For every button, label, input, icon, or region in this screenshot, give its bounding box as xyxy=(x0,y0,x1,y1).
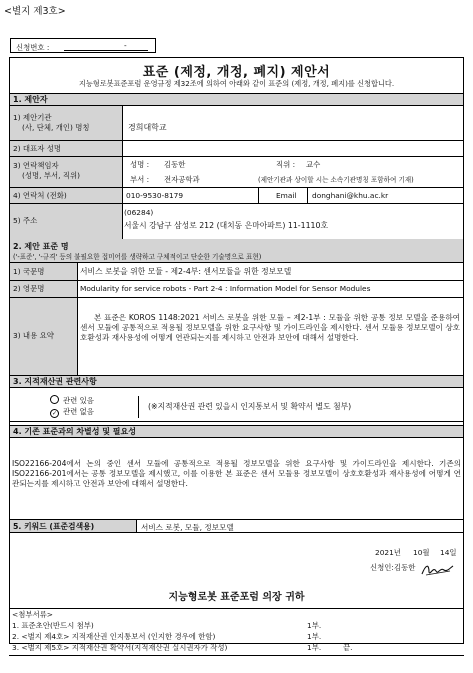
date-year[interactable]: 2021년 xyxy=(375,548,401,557)
section2-header: 2. 제안 표준 명 ('-표준', '-규격' 등의 불필요한 접미어를 생략하고 구체적이고 단순한 기술명으로 표현) xyxy=(10,239,463,263)
applicant-number-label: 신청번호 : xyxy=(16,43,50,52)
page-subtitle: 지능형로봇표준포럼 운영규정 제32조에 의하여 아래와 같이 표준의 (제정, 개정, 폐지)를 신청합니다. xyxy=(78,79,395,88)
attachment-qty: 1부. xyxy=(307,621,322,630)
ip-note: (※지적재산권 관련 있을시 인지통보서 및 확약서 별도 첨부) xyxy=(148,402,352,411)
keyword-label-cell: 5. 키워드 (표준검색용) xyxy=(10,519,136,533)
email-value[interactable]: donghani@khu.ac.kr xyxy=(312,191,389,200)
attachment-item: 1. 표준초안(반드시 첨부) xyxy=(12,621,94,630)
section4-header: 4. 기존 표준과의 차별성 및 필요성 xyxy=(10,425,463,438)
contact-position-label: 직위 : xyxy=(276,160,296,169)
org-value[interactable]: 경희대학교 xyxy=(128,123,167,132)
divider xyxy=(10,297,463,298)
handwritten-signature-icon xyxy=(420,562,454,578)
contact-note: (제안기관과 상이할 시는 소속기관명칭 포함하여 기재) xyxy=(258,176,414,184)
divider xyxy=(10,156,463,157)
divider xyxy=(10,187,463,188)
divider xyxy=(138,396,139,418)
contact-name-value[interactable]: 김동한 xyxy=(164,160,186,169)
differentiation-text[interactable]: ISO22166-204에서 논의 중인 센서 모듈에 공통적으로 적용될 정보모델을 위한 요구사항 및 가이드라인을 제시한다. 기존의 ISO22166-201에서는 공통 정보모델을 제시했고, 이를 이용한 본 표준은 센서 모듈용 정보모델이 상호호환성과 재사용성에 어떻게 연관되는지를 제시하고 안전과 보안에 대해서 설명한다. xyxy=(12,459,461,489)
attachment-qty: 1부. xyxy=(307,643,322,652)
contact-dept-label: 부서 : xyxy=(130,175,150,184)
address-label: 5) 주소 xyxy=(13,216,38,225)
divider xyxy=(307,187,308,203)
korean-name-value[interactable]: 서비스 로봇을 위한 모듈 - 제2-4부: 센서모듈을 위한 정보모델 xyxy=(80,267,292,276)
divider xyxy=(258,187,259,203)
page-title: 표준 (제정, 개정, 폐지) 제안서 xyxy=(142,65,331,80)
applicant-number-field[interactable] xyxy=(64,50,148,51)
english-name-value[interactable]: Modularity for service robots - Part 2-4 : Information Model for Sensor Modules xyxy=(80,284,371,293)
date-month[interactable]: 10월 xyxy=(413,548,430,557)
divider xyxy=(10,280,463,281)
applicant-number-box xyxy=(10,38,156,53)
org-label: 1) 제안기관 (사, 단체, 개인) 명칭 xyxy=(13,113,90,132)
form-number-tag: <별지 제3호> xyxy=(4,6,66,17)
ip-option-no[interactable]: ✓ 관련 없음 xyxy=(51,407,94,417)
address-zip[interactable]: (06284) xyxy=(124,208,154,217)
radio-unchecked-icon[interactable] xyxy=(50,395,59,404)
phone-label: 4) 연락처 (전화) xyxy=(13,191,67,200)
section3-header: 3. 지적재산권 관련사항 xyxy=(10,375,463,388)
keyword-value-cell xyxy=(136,519,463,533)
attachments-end: 끝. xyxy=(343,643,353,652)
ip-option-yes[interactable]: 관련 있음 xyxy=(50,395,94,405)
attachment-qty: 1부. xyxy=(307,632,322,641)
phone-value[interactable]: 010-9530-8179 xyxy=(126,191,184,200)
email-label: Email xyxy=(276,191,297,200)
divider xyxy=(10,203,463,204)
section1-header: 1. 제안자 xyxy=(10,93,463,106)
address-value[interactable]: 서울시 강남구 삼성로 212 (대치동 은마아파트) 11-1110호 xyxy=(124,221,328,230)
english-name-label: 2) 영문명 xyxy=(13,284,45,293)
date-day[interactable]: 14일 xyxy=(440,548,457,557)
divider xyxy=(10,421,463,422)
contact-label: 3) 연락책임자 (성명, 부서, 직위) xyxy=(13,161,81,180)
divider xyxy=(122,106,123,239)
divider xyxy=(10,608,463,609)
contact-dept-value[interactable]: 전자공학과 xyxy=(164,175,200,184)
contact-name-label: 성명 : xyxy=(130,160,150,169)
applicant-number-separator: - xyxy=(124,41,127,50)
representative-field[interactable] xyxy=(123,141,462,156)
summary-label: 3) 내용 요약 xyxy=(13,331,54,340)
applicant-signature-label: 신청인: xyxy=(370,563,394,572)
divider xyxy=(9,655,464,656)
attachments-header: <첨부서류> xyxy=(12,610,53,619)
summary-text[interactable]: 본 표준은 KOROS 1148:2021 서비스 로봇을 위한 모듈 – 제2-1부 : 모듈을 위한 공통 정보 모델을 준용하여 센서 모듈에 공통적으로 적용될 정보모델을 위한 요구사항 및 가이드라인을 제시한다. 센서 모듈용 정보모델이 상호호환성과 재사용성에 어떻게 연관되는지를 제시하고 안전과 보안에 대해서 설명한다. xyxy=(80,313,460,343)
representative-label: 2) 대표자 성명 xyxy=(13,144,61,153)
contact-position-value[interactable]: 교수 xyxy=(306,160,321,169)
keyword-value[interactable]: 서비스 로봇, 모듈, 정보모델 xyxy=(141,523,234,532)
attachment-item: 3. <별지 제5호> 지적재산권 확약서(지적재산권 실시권자가 작성) xyxy=(12,643,228,652)
attachment-item: 2. <별지 제4호> 지적재산권 인지통보서 (인지한 경우에 한함) xyxy=(12,632,216,641)
applicant-signature-name[interactable]: 김동한 xyxy=(394,563,416,572)
addressee: 지능형로봇 표준포럼 의장 귀하 xyxy=(168,592,305,603)
korean-name-label: 1) 국문명 xyxy=(13,267,45,276)
radio-checked-icon[interactable]: ✓ xyxy=(51,410,58,417)
